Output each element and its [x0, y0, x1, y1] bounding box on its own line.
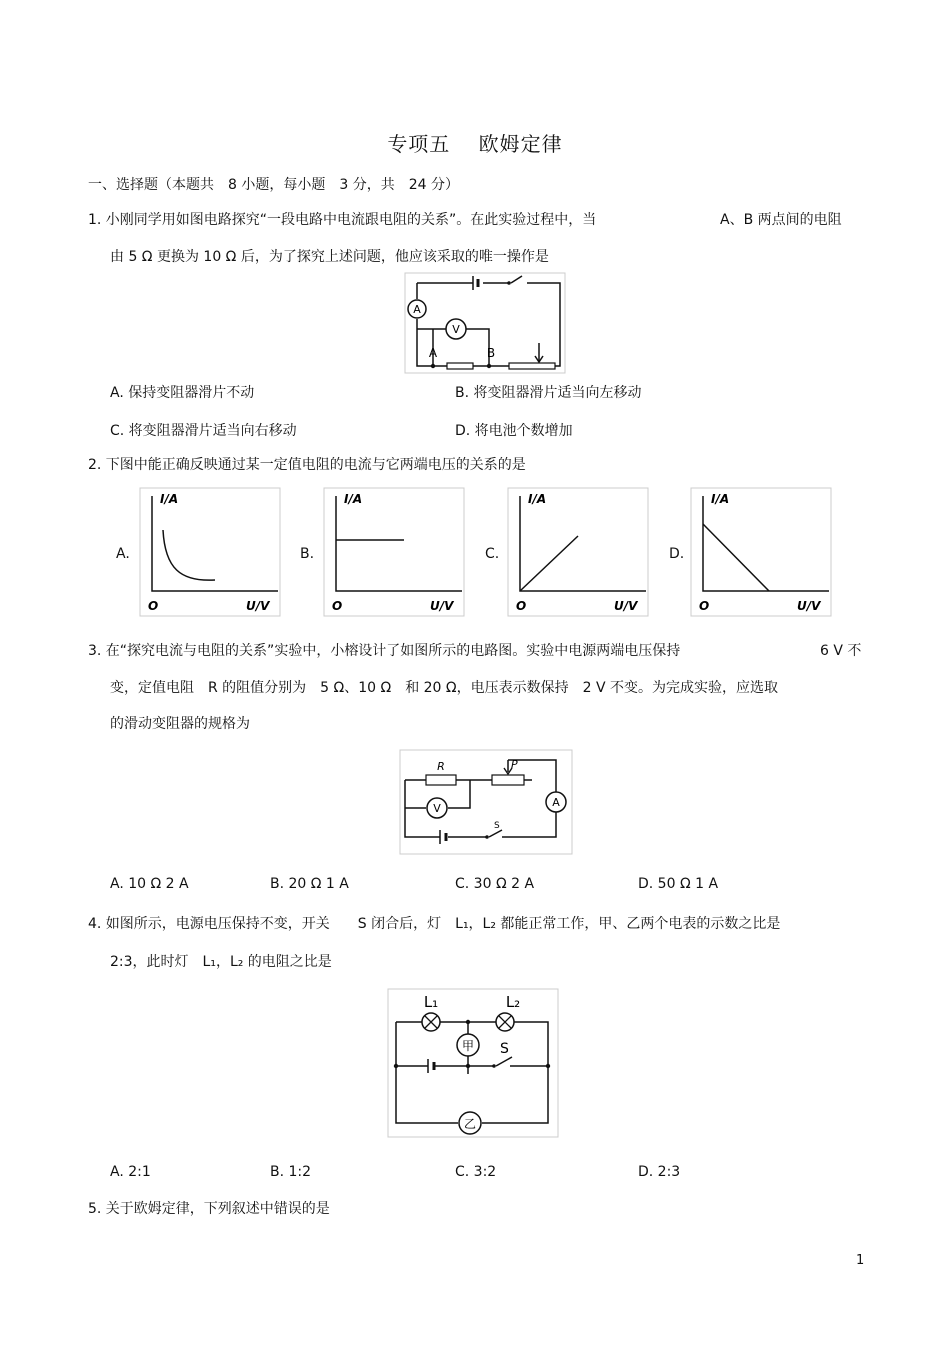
q1-ammeter: [408, 300, 426, 318]
q3-resistor-r: R: [437, 760, 445, 773]
svg-text:O: O: [699, 599, 710, 613]
q3-option-b: B. 20 Ω 1 A: [270, 876, 349, 892]
q3-voltmeter: [427, 798, 447, 818]
svg-text:A: A: [552, 796, 560, 809]
svg-text:O: O: [332, 599, 343, 613]
svg-text:L₂: L₂: [505, 993, 521, 1011]
q3-slider-p: P: [511, 758, 518, 771]
q4-option-c: C. 3:2: [455, 1164, 497, 1180]
svg-text:O: O: [516, 599, 527, 613]
svg-text:U/V: U/V: [430, 599, 454, 613]
svg-text:I/A: I/A: [160, 492, 179, 506]
svg-text:O: O: [148, 599, 159, 613]
q4-stem-line1: 4. 如图所示，电源电压保持不变，开关 S 闭合后，灯 L₁，L₂ 都能正常工作，甲、乙两个电表的示数之比是: [88, 916, 781, 932]
q1-circuit-diagram: [405, 273, 565, 373]
q1-point-a: A: [428, 346, 438, 360]
q2-graph-d: [691, 488, 831, 616]
q2-graph-c: [508, 488, 648, 616]
q4-option-a: A. 2:1: [110, 1164, 151, 1180]
q2-graph-c-label: C.: [485, 546, 500, 562]
svg-text:V: V: [452, 323, 460, 336]
q1-option-c: C. 将变阻器滑片适当向右移动: [110, 423, 297, 439]
q1-option-b: B. 将变阻器滑片适当向左移动: [455, 385, 642, 401]
q1-option-a: A. 保持变阻器滑片不动: [110, 385, 255, 401]
svg-text:甲: 甲: [461, 1039, 475, 1053]
q4-stem-line2: 2:3，此时灯 L₁，L₂ 的电阻之比是: [110, 954, 332, 970]
q2-graph-b-label: B.: [300, 546, 315, 562]
q4-meter-yi: [459, 1112, 481, 1134]
q3-option-a: A. 10 Ω 2 A: [110, 876, 189, 892]
svg-text:I/A: I/A: [528, 492, 547, 506]
q2-graph-a: [140, 488, 280, 616]
q1-stem-line1-tail: A、B 两点间的电阻: [720, 212, 842, 228]
q2-graph-a-label: A.: [116, 546, 130, 562]
svg-text:U/V: U/V: [614, 599, 638, 613]
q3-ammeter: [546, 792, 566, 812]
q1-stem-line1: 1. 小刚同学用如图电路探究“一段电路中电流跟电阻的关系”。在此实验过程中，当: [88, 212, 597, 228]
q1-point-b: B: [486, 346, 496, 360]
q4-lamp-l2: [496, 993, 520, 1031]
svg-text:V: V: [433, 802, 441, 815]
svg-text:I/A: I/A: [711, 492, 730, 506]
svg-text:L₁: L₁: [423, 993, 439, 1011]
page-title: 专项五 欧姆定律: [387, 132, 563, 156]
q3-stem-line3: 的滑动变阻器的规格为: [110, 716, 250, 732]
q3-stem-line1: 3. 在“探究电流与电阻的关系”实验中，小榕设计了如图所示的电路图。实验中电源两端电压保持: [88, 643, 681, 659]
q2-graph-b: [324, 488, 464, 616]
q5-stem: 5. 关于欧姆定律，下列叙述中错误的是: [88, 1201, 330, 1217]
q3-option-d: D. 50 Ω 1 A: [638, 876, 719, 892]
page-number: 1: [856, 1253, 865, 1268]
q2-stem: 2. 下图中能正确反映通过某一定值电阻的电流与它两端电压的关系的是: [88, 457, 526, 473]
section-heading: 一、选择题（本题共 8 小题，每小题 3 分，共 24 分）: [88, 177, 459, 193]
svg-text:I/A: I/A: [344, 492, 363, 506]
q1-stem-line2: 由 5 Ω 更换为 10 Ω 后，为了探究上述问题，他应该采取的唯一操作是: [110, 249, 549, 265]
svg-text:乙: 乙: [463, 1117, 477, 1131]
q1-voltmeter: [446, 319, 466, 339]
q4-circuit-diagram: [388, 989, 558, 1137]
q2-graph-d-label: D.: [669, 546, 685, 562]
q4-lamp-l1: [422, 993, 440, 1031]
q4-option-b: B. 1:2: [270, 1164, 312, 1180]
q3-stem-line1-tail: 6 V 不: [820, 643, 862, 659]
q3-option-c: C. 30 Ω 2 A: [455, 876, 535, 892]
q3-switch-s: S: [494, 821, 500, 831]
q4-meter-jia: [457, 1034, 479, 1056]
svg-text:U/V: U/V: [246, 599, 270, 613]
q4-switch-s: S: [500, 1041, 509, 1057]
q3-stem-line2: 变，定值电阻 R 的阻值分别为 5 Ω、10 Ω 和 20 Ω，电压表示数保持 2 V 不变。为完成实验，应选取: [110, 680, 778, 696]
q4-option-d: D. 2:3: [638, 1164, 681, 1180]
q3-circuit-diagram: [400, 750, 572, 854]
q1-option-d: D. 将电池个数增加: [455, 423, 573, 439]
svg-text:A: A: [413, 303, 421, 316]
svg-text:U/V: U/V: [797, 599, 821, 613]
